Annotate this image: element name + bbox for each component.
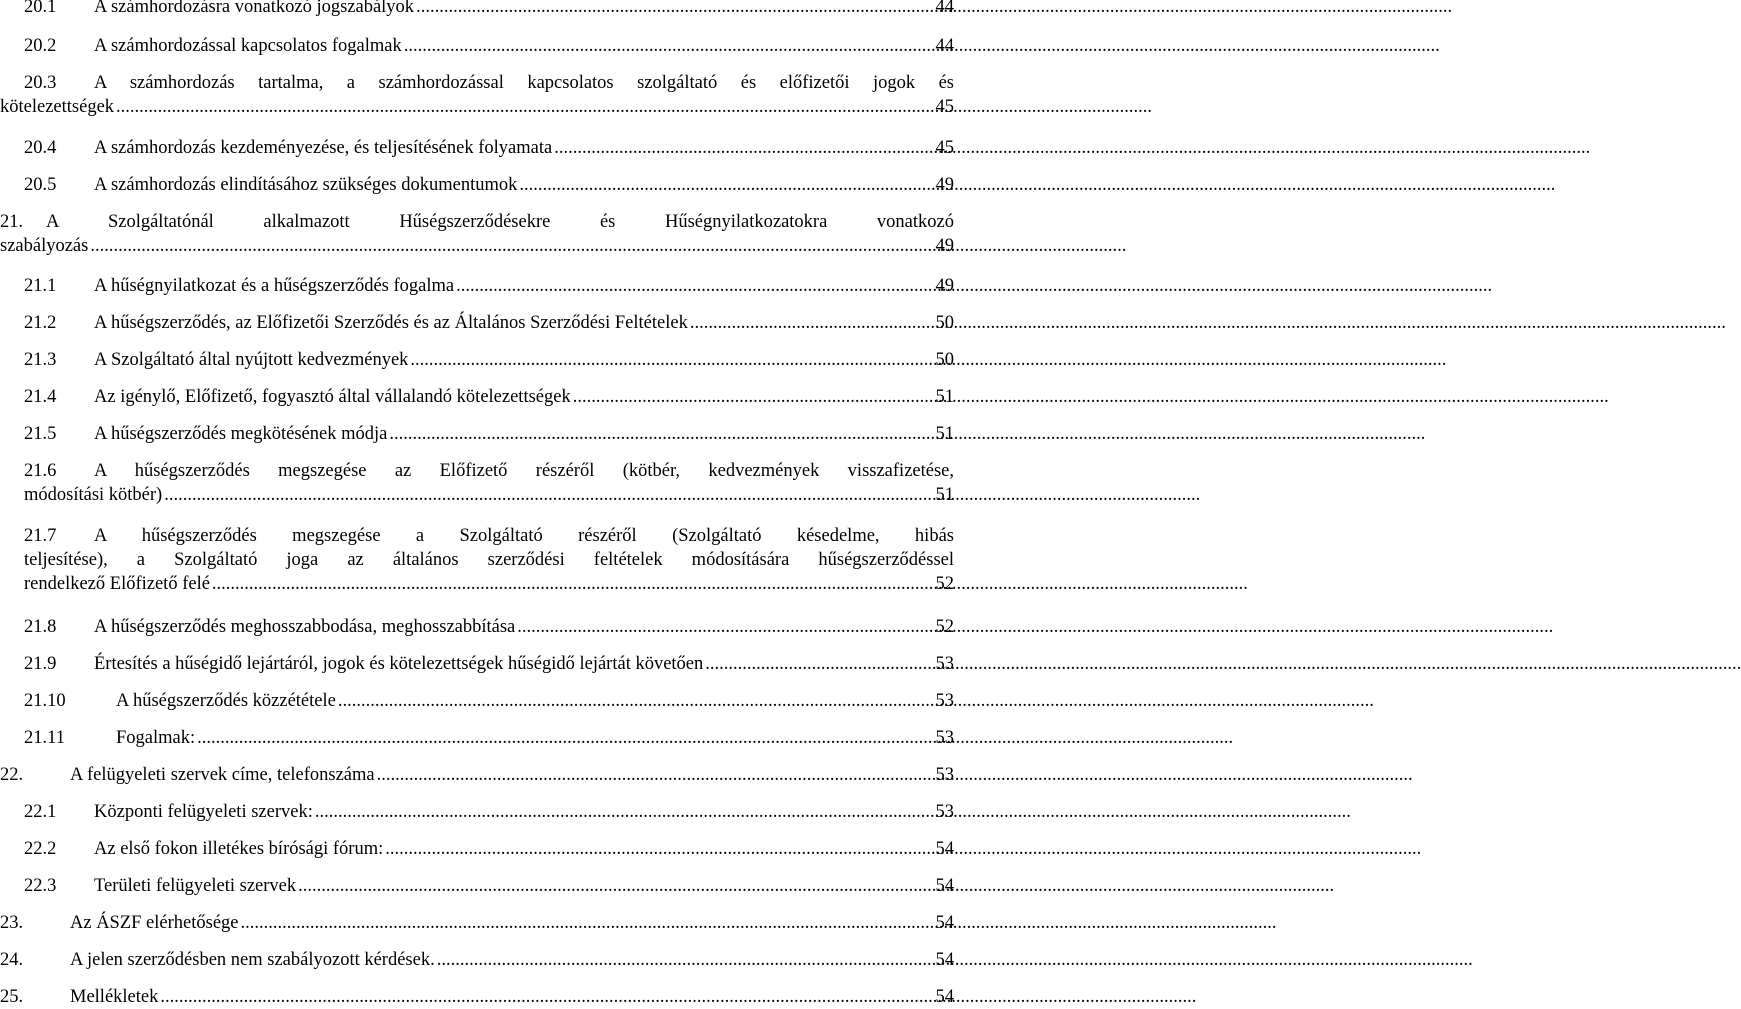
page-number: 44: [935, 36, 954, 56]
page-number: 53: [935, 654, 954, 674]
page-number: 54: [935, 839, 954, 859]
toc-entry[interactable]: [0, 911, 954, 935]
entry-title: A számhordozás kezdeményezése, és teljesítésének folyamata: [94, 138, 553, 158]
entry-title: A Szolgáltatónál alkalmazott Hűségszerződésekre és Hűségnyilatkozatokra vonatkozó: [46, 212, 954, 232]
page-number: 54: [935, 950, 954, 970]
entry-title-continued: teljesítése), a Szolgáltató joga az általános szerződési feltételek módosítására hűségszerződéssel: [24, 550, 954, 570]
toc-entry[interactable]: [24, 385, 954, 409]
page-number: 49: [935, 236, 954, 256]
leader-dots: [315, 800, 934, 824]
entry-number: 21.: [0, 212, 24, 232]
entry-number: 21.4: [24, 387, 57, 407]
leader-dots: [554, 136, 933, 160]
leader-dots: [116, 95, 933, 119]
page-number: 51: [935, 485, 954, 505]
page-number: 52: [935, 617, 954, 637]
entry-title-continued: szabályozás: [0, 236, 89, 256]
page-number: 54: [935, 987, 954, 1007]
page-number: 52: [935, 574, 954, 594]
entry-number: 25.: [0, 987, 24, 1007]
leader-dots: [338, 689, 934, 713]
page-number: 50: [935, 350, 954, 370]
entry-number: 21.2: [24, 313, 57, 333]
leader-dots: [90, 234, 933, 258]
toc-entry[interactable]: [24, 726, 954, 750]
entry-number: 21.9: [24, 654, 57, 674]
leader-dots: [416, 0, 933, 19]
entry-number: 21.11: [24, 728, 65, 748]
entry-title: A Szolgáltató által nyújtott kedvezmények: [94, 350, 409, 370]
entry-number: 20.4: [24, 138, 57, 158]
toc-entry[interactable]: [24, 173, 954, 197]
toc-entry[interactable]: [24, 34, 954, 58]
entry-title: A hűségszerződés megszegése a Szolgáltató részéről (Szolgáltató késedelme, hibás: [94, 526, 954, 546]
toc-entry[interactable]: [24, 311, 954, 335]
entry-title: A számhordozás tartalma, a számhordozással kapcsolatos szolgáltató és előfizetői jogok és: [94, 73, 954, 93]
entry-title: A hűségszerződés megkötésének módja: [94, 424, 388, 444]
entry-title: A hűségnyilatkozat és a hűségszerződés fogalma: [94, 276, 455, 296]
page-number: 53: [935, 802, 954, 822]
toc-entry[interactable]: [0, 763, 954, 787]
leader-dots: [456, 274, 933, 298]
entry-title: A felügyeleti szervek címe, telefonszáma: [70, 765, 375, 785]
entry-number: 21.5: [24, 424, 57, 444]
leader-dots: [298, 874, 933, 898]
leader-dots: [404, 34, 934, 58]
entry-title: A számhordozással kapcsolatos fogalmak: [94, 36, 402, 56]
page-number: 44: [935, 0, 954, 17]
entry-title: A hűségszerződés megszegése az Előfizető részéről (kötbér, kedvezmények visszafizetése,: [94, 461, 954, 481]
toc-entry[interactable]: [0, 985, 954, 1009]
entry-number: 20.3: [24, 73, 57, 93]
page-number: 51: [935, 387, 954, 407]
toc-entry[interactable]: [24, 136, 954, 160]
leader-dots: [241, 911, 934, 935]
entry-number: 22.1: [24, 802, 57, 822]
entry-title-continued: módosítási kötbér): [24, 485, 163, 505]
toc-entry[interactable]: [0, 210, 954, 258]
page-number: 45: [935, 97, 954, 117]
entry-title: Az ÁSZF elérhetősége: [70, 913, 239, 933]
entry-number: 23.: [0, 913, 24, 933]
page-number: 54: [935, 876, 954, 896]
toc-entry[interactable]: [0, 948, 954, 972]
toc-entry[interactable]: [24, 524, 954, 596]
leader-dots: [690, 311, 934, 335]
entry-title: Az első fokon illetékes bírósági fórum:: [94, 839, 384, 859]
entry-number: 24.: [0, 950, 24, 970]
page-number: 53: [935, 728, 954, 748]
page-number: 53: [935, 691, 954, 711]
entry-number: 20.5: [24, 175, 57, 195]
entry-number: 21.10: [24, 691, 66, 711]
entry-title: Központi felügyeleti szervek:: [94, 802, 313, 822]
entry-title: A hűségszerződés, az Előfizetői Szerződés és az Általános Szerződési Feltételek: [94, 313, 688, 333]
leader-dots: [160, 985, 933, 1009]
entry-number: 20.1: [24, 0, 57, 17]
page-number: 53: [935, 765, 954, 785]
entry-number: 21.6: [24, 461, 57, 481]
leader-dots: [410, 348, 933, 372]
entry-title: A számhordozás elindításához szükséges dokumentumok: [94, 175, 518, 195]
entry-title-continued: rendelkező Előfizető felé: [24, 574, 210, 594]
leader-dots: [437, 948, 934, 972]
entry-number: 21.7: [24, 526, 57, 546]
page-number: 51: [935, 424, 954, 444]
entry-number: 22.: [0, 765, 24, 785]
entry-number: 21.3: [24, 350, 57, 370]
entry-title: A hűségszerződés meghosszabbodása, meghosszabbítása: [94, 617, 516, 637]
entry-number: 20.2: [24, 36, 57, 56]
entry-title: Fogalmak:: [116, 728, 196, 748]
entry-title: Mellékletek: [70, 987, 159, 1007]
leader-dots: [164, 483, 933, 507]
entry-title: A jelen szerződésben nem szabályozott kérdések.: [70, 950, 435, 970]
toc-entry[interactable]: [24, 874, 954, 898]
leader-dots: [573, 385, 934, 409]
toc-entry[interactable]: [24, 459, 954, 507]
toc-entry[interactable]: [24, 615, 954, 639]
entry-title: A hűségszerződés közzététele: [116, 691, 336, 711]
leader-dots: [212, 572, 934, 596]
entry-number: 21.8: [24, 617, 57, 637]
page-number: 50: [935, 313, 954, 333]
toc-entry[interactable]: [0, 71, 954, 119]
entry-title-continued: kötelezettségek: [0, 97, 115, 117]
leader-dots: [197, 726, 933, 750]
leader-dots: [385, 837, 933, 861]
entry-title: Az igénylő, Előfizető, fogyasztó által vállalandó kötelezettségek: [94, 387, 571, 407]
entry-title: Területi felügyeleti szervek: [94, 876, 297, 896]
entry-title: Értesítés a hűségidő lejártáról, jogok és kötelezettségek hűségidő lejártát követően: [94, 654, 704, 674]
toc-entry[interactable]: [24, 652, 954, 676]
toc-entry[interactable]: [24, 274, 954, 298]
toc-entry[interactable]: [24, 800, 954, 824]
page-number: 49: [935, 175, 954, 195]
entry-number: 22.3: [24, 876, 57, 896]
leader-dots: [377, 763, 934, 787]
toc-entry[interactable]: [24, 422, 954, 446]
leader-dots: [705, 652, 933, 676]
toc-entry[interactable]: [24, 0, 954, 19]
page-number: 54: [935, 913, 954, 933]
leader-dots: [389, 422, 933, 446]
entry-title: A számhordozásra vonatkozó jogszabályok: [94, 0, 415, 17]
entry-number: 22.2: [24, 839, 57, 859]
leader-dots: [517, 615, 933, 639]
page-number: 45: [935, 138, 954, 158]
toc-entry[interactable]: [24, 837, 954, 861]
toc-entry[interactable]: [24, 348, 954, 372]
entry-number: 21.1: [24, 276, 57, 296]
page-number: 49: [935, 276, 954, 296]
toc-entry[interactable]: [24, 689, 954, 713]
leader-dots: [519, 173, 933, 197]
